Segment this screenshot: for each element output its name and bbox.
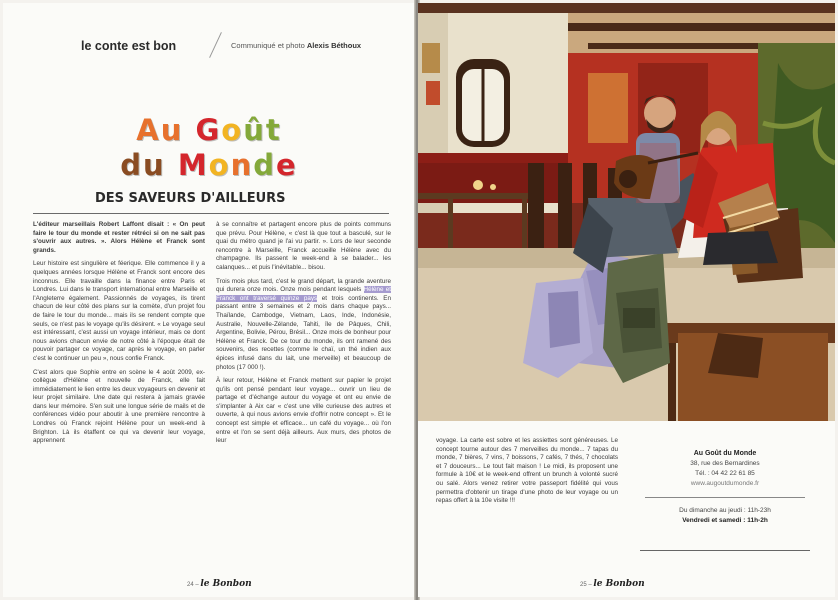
venue-address: 38, rue des Bernardines	[690, 460, 760, 467]
section-rubric: le conte est bon	[81, 39, 177, 53]
title-letter: M	[177, 148, 209, 182]
title-letter: G	[195, 113, 222, 147]
info-divider	[645, 497, 805, 498]
magazine-name: le Bonbon	[593, 579, 645, 589]
venue-name: Au Goût du Monde	[693, 450, 757, 457]
title-letter	[183, 113, 195, 147]
title-letter	[166, 148, 178, 182]
title-letter: o	[208, 148, 231, 182]
right-page-body: voyage. La carte est sobre et les assiettes sont généreuses. Le concept tourne autour des 7 merveilles du monde... 7 tapas du monde, 7 bières, 7 vins, 7 boissons, 7 cafés, 7 thés, 7 chocolats et 7 douceurs... Le tout fait maison ! Le midi, ils proposent une formule à 10€ et le week-end offrent un brunch à volonté sucré ou salé. Alors venez retirer votre passeport fidélité qui vous permettra d'obtenir un tirage d'une photo de leur voyage ou un repas offert à la 10e visite !!!	[436, 437, 618, 505]
paragraph-4	[216, 278, 391, 373]
photo-credit	[231, 41, 361, 50]
magazine-name: le Bonbon	[200, 579, 252, 589]
title-letter: u	[143, 148, 166, 182]
venue-website: www.augoutdumonde.fr	[690, 480, 760, 487]
paragraph-4-start: Trois mois plus tard, c'est le grand départ, la grande aventure qui durera onze mois. Onze mois pendant lesquels	[216, 277, 391, 294]
info-bottom-rule	[640, 550, 810, 551]
title-letter: û	[243, 113, 266, 147]
title-rule	[33, 213, 389, 214]
title-letter: e	[276, 148, 298, 182]
folio-number: 24 –	[187, 582, 199, 588]
intro-paragraph: L'éditeur marseillais Robert Laffont disait : « On peut faire le tour du monde et rester rétréci si on ne sait pas s'ouvrir aux autres. ». Alors Hélène et Franck sont grands.	[33, 221, 205, 254]
paragraph-4-end: et trois continents. En passant entre 3 semaines et 2 mois dans chaque pays... Thaïlande, Cambodge, Vietnam, Laos, Inde, Indonésie, Australie, Nouvelle-Zélande, Tahiti, île de Pâques, Chili, Argentine, Bolivie, Pérou, Brésil... Onze mois de bonheur pour Hélène et Franck. De ce tour du monde, ils ont ramené des souvenirs, des recettes (comme le chaï, un thé indien aux épices infusé dans du lait, une merveille) et beaucoup de photos (17 000 !).	[216, 294, 391, 371]
left-column	[33, 221, 205, 451]
article-subtitle: DES SAVEURS D'AILLEURS	[95, 191, 286, 206]
title-letter: o	[221, 113, 244, 147]
paragraph-1: Leur histoire est singulière et féerique. Elle commence il y a quelques années lorsque Hélène et Franck sont encore des inconnus. Elle travaille dans la finance entre Paris et Londres. Lui dans le transport international entre Marseille et l'Angleterre également. Passionnés de voyages, ils tirent chacun de leur côté des plans sur la comète, d'un projet fou de faire le tour du monde... mais ils se rendent compte que seuls, ce n'est pas le voyage qu'ils désirent. « Le voyage seul est intéressant, c'est aussi un voyage intérieur, mais ce dont nous avions chacun envie de notre côté à l'époque était de pouvoir partager ce voyage, car après le voyage, en parler c'est le continuer un peu », nous confie Franck.	[33, 260, 205, 362]
title-letter: t	[265, 113, 282, 147]
opening-hours-weekend: Vendredi et samedi : 11h-2h	[682, 517, 768, 524]
credit-prefix: Communiqué et photo	[231, 41, 305, 50]
paragraph-2: C'est alors que Sophie entre en scène le 4 août 2009, ex-collègue d'Hélène et nouvelle de Franck, elle fait immédiatement le lien entre les deux voyageurs en devenir et leur projet similaire. Une date qui restera à jamais gravée dans leur mémoire. S'en suit une longue série de mails et de conférences vidéo pour aboutir à une première rencontre à Londres où Franck rejoint Hélène pour un week-end à Brighton. Là ils étaffent ce qui va devenir leur voyage, apprennent	[33, 368, 205, 445]
paragraph-5: À leur retour, Hélène et Franck mettent sur papier le projet qu'ils ont pensé pendant leur voyage... ouvrir un lieu de partage et d'échange autour du voyage et ont eu envie de s'implanter à Aix car « c'est une ville curieuse des autres et ouverte, à qui nous avions envie d'offrir notre concept ». Et le concept est simple et efficace... un café du voyage... où l'on entre et l'on se sent déjà ailleurs. Aux murs, des photos de leur	[216, 377, 391, 445]
page-folio-left	[187, 579, 252, 589]
title-letter: n	[230, 148, 254, 182]
title-letter: d	[253, 148, 277, 182]
paragraph-3: à se connaître et partagent encore plus de points communs que prévu. Pour Hélène, « c'est là que tout a basculé, sur le quai du métro quand je l'ai vu partir. ». Lors de leur seconde rencontre à Marseille, Franck accueille Hélène avec du champagne. Ils passent le week-end à se balader... les calanques... et puis l'inévitable... bisou.	[216, 221, 391, 271]
title-line-2	[3, 150, 415, 181]
folio-number: 25 –	[580, 582, 592, 588]
restaurant-photo	[418, 3, 835, 421]
title-letter: d	[120, 148, 144, 182]
highlighted-text: Hélène et Franck ont traversé quinze pays	[216, 286, 392, 302]
title-letter: A	[136, 113, 161, 147]
venue-phone: Tél. : 04 42 22 61 85	[695, 470, 755, 477]
left-page	[3, 3, 415, 597]
title-line-1	[3, 115, 415, 146]
right-column	[216, 221, 391, 451]
rubric-divider	[209, 32, 222, 58]
opening-hours-weekdays: Du dimanche au jeudi : 11h-23h	[679, 507, 771, 514]
title-letter: u	[160, 113, 184, 147]
credit-name: Alexis Béthoux	[306, 41, 362, 50]
page-folio-right	[580, 579, 645, 589]
venue-info-box	[630, 449, 820, 526]
right-page	[418, 3, 835, 597]
